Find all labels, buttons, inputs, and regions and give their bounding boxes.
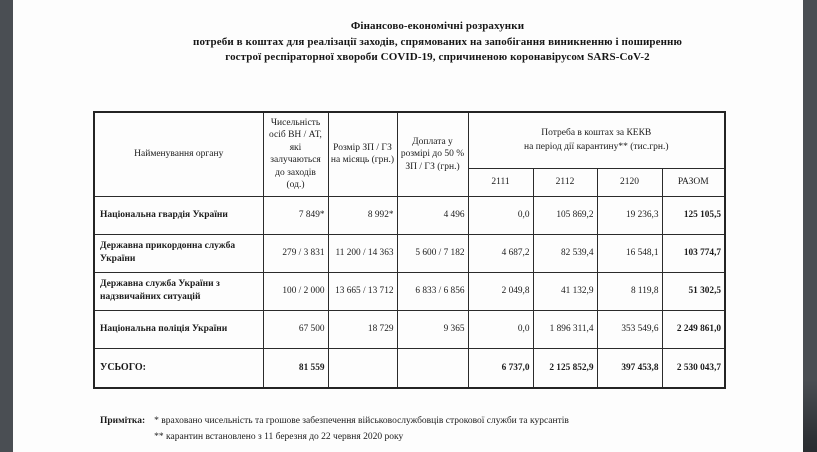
cell-2120: 8 119,8 bbox=[597, 272, 662, 310]
org-name: Національна поліція України bbox=[94, 310, 263, 348]
cell-2111: 0,0 bbox=[468, 196, 533, 234]
cell-salary: 18 729 bbox=[328, 310, 397, 348]
table-row-emergency-service bbox=[94, 272, 725, 310]
table-row-national-police bbox=[94, 310, 725, 348]
table-row-border-service bbox=[94, 234, 725, 272]
cell-salary: 8 992* bbox=[328, 196, 397, 234]
cell-bonus: 4 496 bbox=[397, 196, 468, 234]
cell-total: 125 105,5 bbox=[662, 196, 725, 234]
col-header-kekv-total: РАЗОМ bbox=[662, 168, 725, 196]
cell-bonus: 5 600 / 7 182 bbox=[397, 234, 468, 272]
col-header-kekv-2120: 2120 bbox=[597, 168, 662, 196]
cell-2112: 82 539,4 bbox=[533, 234, 597, 272]
org-name: Державна служба України з надзвичайних ситуацій bbox=[94, 272, 263, 310]
totals-2111: 6 737,0 bbox=[468, 348, 533, 388]
cell-bonus: 9 365 bbox=[397, 310, 468, 348]
kekv-group-line-2: на період дії карантину** (тис.грн.) bbox=[524, 142, 669, 153]
col-header-salary: Розмір ЗП / ГЗ на місяць (грн.) bbox=[328, 112, 397, 196]
footnote-line-2: ** карантин встановлено з 11 березня до 22 червня 2020 року bbox=[154, 432, 404, 442]
funding-table bbox=[93, 111, 726, 389]
cell-2111: 4 687,2 bbox=[468, 234, 533, 272]
totals-salary-empty bbox=[328, 348, 397, 388]
col-header-kekv-group bbox=[468, 112, 725, 168]
totals-label: УСЬОГО: bbox=[94, 348, 263, 388]
footnote bbox=[100, 413, 569, 445]
col-header-kekv-2111: 2111 bbox=[468, 168, 533, 196]
document-title bbox=[90, 19, 785, 66]
cell-2111: 0,0 bbox=[468, 310, 533, 348]
totals-count: 81 559 bbox=[263, 348, 328, 388]
cell-total: 103 774,7 bbox=[662, 234, 725, 272]
cell-total: 51 302,5 bbox=[662, 272, 725, 310]
org-name: Національна гвардія України bbox=[94, 196, 263, 234]
cell-count: 67 500 bbox=[263, 310, 328, 348]
cell-count: 100 / 2 000 bbox=[263, 272, 328, 310]
col-header-organ: Найменування органу bbox=[94, 112, 263, 196]
cell-salary: 11 200 / 14 363 bbox=[328, 234, 397, 272]
cell-count: 7 849* bbox=[263, 196, 328, 234]
cell-bonus: 6 833 / 6 856 bbox=[397, 272, 468, 310]
cell-count: 279 / 3 831 bbox=[263, 234, 328, 272]
cell-2120: 353 549,6 bbox=[597, 310, 662, 348]
cell-2112: 105 869,2 bbox=[533, 196, 597, 234]
totals-grand-total: 2 530 043,7 bbox=[662, 348, 725, 388]
cell-2120: 16 548,1 bbox=[597, 234, 662, 272]
col-header-count: Чисельність осіб ВН / АТ, які залучаються до заходів (од.) bbox=[263, 112, 328, 196]
col-header-kekv-2112: 2112 bbox=[533, 168, 597, 196]
title-line-2: потреби в коштах для реалізації заходів, спрямованих на запобігання виникненню і поширенню bbox=[193, 35, 682, 48]
table-row-national-guard bbox=[94, 196, 725, 234]
cell-2112: 1 896 311,4 bbox=[533, 310, 597, 348]
footnote-lines bbox=[154, 413, 569, 445]
cell-2111: 2 049,8 bbox=[468, 272, 533, 310]
cell-total: 2 249 861,0 bbox=[662, 310, 725, 348]
cell-2120: 19 236,3 bbox=[597, 196, 662, 234]
col-header-bonus: Доплата у розмірі до 50 % ЗП / ГЗ (грн.) bbox=[397, 112, 468, 196]
totals-bonus-empty bbox=[397, 348, 468, 388]
footnote-label: Примітка: bbox=[100, 416, 146, 426]
title-line-3: гострої респіраторної хвороби COVID-19, спричиненою коронавірусом SARS-CoV-2 bbox=[225, 51, 650, 63]
totals-row bbox=[94, 348, 725, 388]
kekv-group-line-1: Потреба в коштах за КЕКВ bbox=[541, 128, 652, 139]
title-line-1: Фінансово-економічні розрахунки bbox=[350, 20, 525, 32]
scan-edge-left bbox=[0, 0, 13, 452]
cell-2112: 41 132,9 bbox=[533, 272, 597, 310]
cell-salary: 13 665 / 13 712 bbox=[328, 272, 397, 310]
document-page bbox=[13, 0, 803, 452]
totals-2120: 397 453,8 bbox=[597, 348, 662, 388]
footnote-line-1: * враховано чисельність та грошове забезпечення військовослужбовців строкової служби та курсантів bbox=[154, 416, 569, 426]
scan-edge-right bbox=[803, 0, 817, 452]
org-name: Державна прикордонна служба України bbox=[94, 234, 263, 272]
header-row bbox=[94, 112, 725, 168]
totals-2112: 2 125 852,9 bbox=[533, 348, 597, 388]
